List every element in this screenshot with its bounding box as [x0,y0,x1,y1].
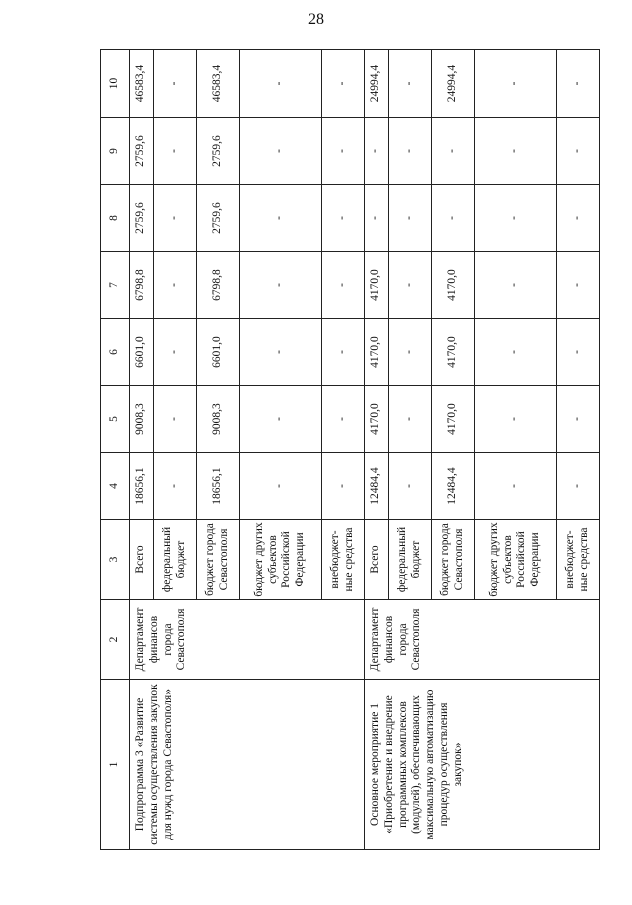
value-cell: 2759,6 [196,118,239,185]
header-row [101,50,130,850]
value-cell: - [153,386,196,453]
value-cell: - [321,185,364,252]
value-cell: - [556,185,599,252]
header-cell: 2 [101,600,130,680]
header-cell: 1 [101,680,130,850]
value-cell: - [153,118,196,185]
value-cell: 4170,0 [431,252,474,319]
header-cell: 9 [101,118,130,185]
value-cell: - [388,185,431,252]
value-cell: - [153,50,196,118]
executor-cell: Департамент финансов города Севастополя [130,600,365,680]
value-cell: 4170,0 [364,319,388,386]
value-cell: 9008,3 [196,386,239,453]
funding-source-cell: внебюджет-ные средства [556,520,599,600]
value-cell: 46583,4 [196,50,239,118]
value-cell: 4170,0 [364,252,388,319]
value-cell: - [153,319,196,386]
funding-table [100,49,600,850]
rotated-table-frame [100,50,600,850]
value-cell: - [556,118,599,185]
value-cell: - [153,453,196,520]
funding-source-cell: бюджет других субъектов Российской Федерации [239,520,321,600]
value-cell: - [474,319,556,386]
value-cell: - [239,185,321,252]
value-cell: 46583,4 [130,50,154,118]
program-name-cell: Подпрограмма 3 «Развитие системы осуществления закупок для нужд города Севастополя» [130,680,365,850]
value-cell: - [388,319,431,386]
value-cell: 6601,0 [196,319,239,386]
table-row [364,50,388,850]
value-cell: - [321,319,364,386]
value-cell: - [556,50,599,118]
value-cell: 4170,0 [431,319,474,386]
program-name-cell: Основное мероприятие 1 «Приобретение и внедрение программных комплексов (модулей), обеспечивающих максимальную автоматизацию процедур осуществления закупок» [364,680,599,850]
value-cell: 6798,8 [130,252,154,319]
value-cell: - [556,252,599,319]
value-cell: - [474,185,556,252]
value-cell: - [474,252,556,319]
header-cell: 10 [101,50,130,118]
value-cell: - [388,118,431,185]
value-cell: - [556,319,599,386]
value-cell: 2759,6 [130,185,154,252]
value-cell: - [321,252,364,319]
value-cell: - [153,252,196,319]
header-cell: 6 [101,319,130,386]
header-cell: 3 [101,520,130,600]
funding-source-cell: бюджет города Севастополя [196,520,239,600]
value-cell: - [239,118,321,185]
header-cell: 4 [101,453,130,520]
value-cell: 2759,6 [196,185,239,252]
value-cell: - [431,118,474,185]
funding-source-cell: внебюджет-ные средства [321,520,364,600]
value-cell: - [556,386,599,453]
value-cell: 4170,0 [364,386,388,453]
value-cell: 24994,4 [364,50,388,118]
value-cell: - [321,50,364,118]
funding-source-cell: федеральный бюджет [153,520,196,600]
table-body [101,50,600,850]
value-cell: 12484,4 [431,453,474,520]
funding-source-cell: федеральный бюджет [388,520,431,600]
value-cell: - [239,252,321,319]
funding-source-cell: бюджет города Севастополя [431,520,474,600]
value-cell: 9008,3 [130,386,154,453]
value-cell: - [388,50,431,118]
value-cell: - [364,185,388,252]
header-cell: 8 [101,185,130,252]
funding-source-cell: бюджет других субъектов Российской Федерации [474,520,556,600]
value-cell: 12484,4 [364,453,388,520]
value-cell: 2759,6 [130,118,154,185]
value-cell: 6601,0 [130,319,154,386]
value-cell: - [556,453,599,520]
value-cell: - [388,386,431,453]
funding-source-cell: Всего [364,520,388,600]
value-cell: - [364,118,388,185]
value-cell: - [239,386,321,453]
value-cell: 4170,0 [431,386,474,453]
value-cell: - [239,453,321,520]
value-cell: - [321,386,364,453]
value-cell: 18656,1 [196,453,239,520]
value-cell: - [239,50,321,118]
value-cell: - [153,185,196,252]
header-cell: 7 [101,252,130,319]
value-cell: 6798,8 [196,252,239,319]
value-cell: - [474,386,556,453]
value-cell: - [431,185,474,252]
value-cell: - [239,319,321,386]
executor-cell: Департамент финансов города Севастополя [364,600,599,680]
value-cell: 24994,4 [431,50,474,118]
value-cell: 18656,1 [130,453,154,520]
header-cell: 5 [101,386,130,453]
value-cell: - [474,118,556,185]
value-cell: - [474,453,556,520]
funding-source-cell: Всего [130,520,154,600]
value-cell: - [321,118,364,185]
page-number: 28 [308,11,324,28]
value-cell: - [474,50,556,118]
value-cell: - [388,252,431,319]
table-row [130,50,154,850]
value-cell: - [321,453,364,520]
value-cell: - [388,453,431,520]
